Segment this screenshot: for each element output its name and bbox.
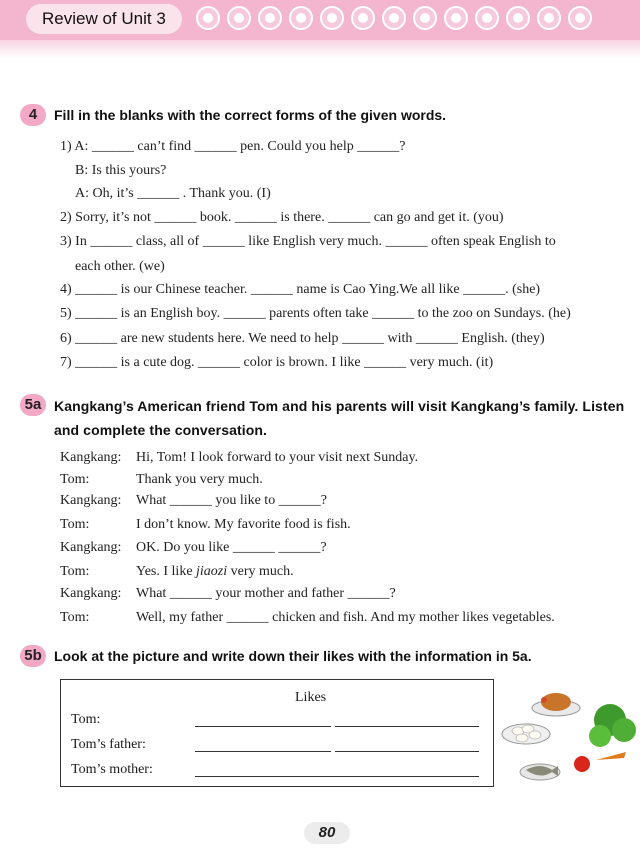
likes-row-label: Tom: [71, 712, 101, 727]
dialogue-speaker: Tom: [60, 564, 90, 579]
dialogue-text: Hi, Tom! I look forward to your visit next Sunday. [136, 450, 419, 465]
likes-table [60, 679, 494, 787]
exercise-line: B: Is this yours? [75, 163, 167, 178]
dialogue-text-pre: Yes. I like [136, 564, 197, 579]
circle-decoration-icon [351, 6, 375, 30]
page-number: 80 [304, 822, 350, 844]
dialogue-speaker: Tom: [60, 472, 90, 487]
circle-decoration-icon [289, 6, 313, 30]
section-4-heading [20, 104, 446, 126]
answer-blank[interactable] [335, 751, 479, 752]
likes-row-label: Tom’s father: [71, 737, 146, 752]
dialogue-text: What ______ your mother and father ______? [136, 586, 396, 601]
section-4-badge: 4 [20, 104, 46, 126]
answer-blank[interactable] [195, 751, 331, 752]
dialogue-text-italic: jiaozi [196, 564, 228, 579]
dialogue-text: Well, my father ______ chicken and fish. And my mother likes vegetables. [136, 610, 555, 625]
likes-table-title: Likes [295, 690, 327, 705]
circle-decoration-icon [475, 6, 499, 30]
dialogue-text: I don’t know. My favorite food is fish. [136, 517, 351, 532]
exercise-line: 1) A: ______ can’t find ______ pen. Could you help ______? [60, 139, 406, 154]
section-5b-heading [20, 645, 532, 667]
circle-decoration-icon [444, 6, 468, 30]
header-banner [0, 0, 640, 40]
section-5a-heading [20, 394, 629, 442]
exercise-line: 4) ______ is our Chinese teacher. ______ name is Cao Ying.We all like ______. (she) [60, 282, 541, 297]
cabbage-icon [589, 725, 611, 747]
exercise-line: 2) Sorry, it’s not ______ book. ______ is there. ______ can go and get it. (you) [60, 210, 504, 225]
food-illustration [500, 690, 640, 790]
exercise-line: 6) ______ are new students here. We need to help ______ with ______ English. (they) [60, 331, 545, 346]
exercise-line: 5) ______ is an English boy. ______ parents often take ______ to the zoo on Sundays. (he) [60, 306, 571, 321]
circle-decoration-icon [196, 6, 220, 30]
unit-title: Review of Unit 3 [26, 4, 182, 34]
dumpling-icon [516, 734, 528, 742]
dialogue-speaker: Kangkang: [60, 586, 122, 601]
carrot-icon [596, 752, 626, 760]
tomato-icon [574, 756, 590, 772]
likes-row-label: Tom’s mother: [71, 762, 153, 777]
section-5b-instruction: Look at the picture and write down their likes with the information in 5a. [54, 648, 532, 664]
exercise-line: 7) ______ is a cute dog. ______ color is brown. I like ______ very much. (it) [60, 355, 494, 370]
exercise-line: 3) In ______ class, all of ______ like English very much. ______ often speak English to [60, 234, 556, 249]
section-4-instruction: Fill in the blanks with the correct forms of the given words. [54, 107, 447, 123]
exercise-line: A: Oh, it’s ______ . Thank you. (I) [75, 186, 271, 201]
circle-decoration-icon [227, 6, 251, 30]
exercise-line: each other. (we) [75, 259, 165, 274]
dumpling-icon [529, 731, 541, 739]
answer-blank[interactable] [195, 726, 331, 727]
lettuce-icon [612, 718, 636, 742]
circle-decoration-icon [382, 6, 406, 30]
circle-decoration-icon [413, 6, 437, 30]
dialogue-speaker: Kangkang: [60, 540, 122, 555]
dialogue-text [136, 563, 294, 581]
page-footer [0, 818, 640, 853]
dialogue-text: OK. Do you like ______ ______? [136, 540, 327, 555]
circle-decoration-icon [568, 6, 592, 30]
dialogue-text: What ______ you like to ______? [136, 493, 327, 508]
circle-decoration-icon [258, 6, 282, 30]
answer-blank[interactable] [335, 726, 479, 727]
header-strip [0, 40, 640, 58]
section-5a-badge: 5a [20, 394, 46, 416]
dialogue-speaker: Kangkang: [60, 450, 122, 465]
dialogue-text-post: very much. [227, 564, 294, 579]
circle-decoration-icon [537, 6, 561, 30]
circle-decorations [196, 6, 592, 30]
section-5a-instruction: Kangkang’s American friend Tom and his parents will visit Kangkang’s family. Listen and complete the conversation. [54, 398, 625, 438]
dialogue-speaker: Kangkang: [60, 493, 122, 508]
answer-blank[interactable] [195, 776, 479, 777]
dialogue-speaker: Tom: [60, 610, 90, 625]
circle-decoration-icon [320, 6, 344, 30]
dialogue-text: Thank you very much. [136, 472, 263, 487]
tomato-garnish-icon [541, 697, 547, 703]
dialogue-speaker: Tom: [60, 517, 90, 532]
section-5b-badge: 5b [20, 645, 46, 667]
circle-decoration-icon [506, 6, 530, 30]
